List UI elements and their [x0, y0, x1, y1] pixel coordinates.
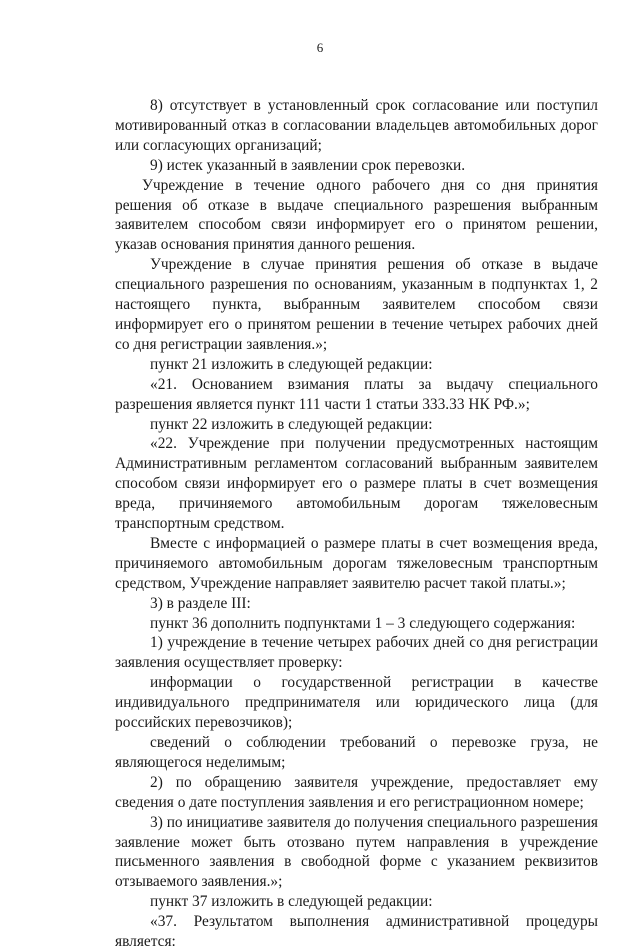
paragraph-refusal-grounds: Учреждение в случае принятия решения об отказе в выдаче специального разрешения по основаниям, указанным в подпунктах 1, 2 настоящего пункта, выбранным заявителем способом связи информирует его о принятом решении в течение четырех рабочих дней со дня регистрации заявления.»; [115, 256, 598, 353]
paragraph-subitem-36-2: 2) по обращению заявителя учреждение, предоставляет ему сведения о дате поступления заявления и его регистрационном номере; [115, 773, 598, 811]
paragraph-item-22-cont: Вместе с информацией о размере платы в счет возмещения вреда, причиняемого автомобильным дорогам тяжеловесным транспортным средством, Учреждение направляет заявителю расчет такой платы.»; [115, 534, 598, 592]
paragraph-item-21: «21. Основанием взимания платы за выдачу специального разрешения является пункт 111 части 1 статьи 333.33 НК РФ.»; [115, 375, 598, 413]
paragraph-subitem-9: 9) истек указанный в заявлении срок перевозки. [150, 156, 466, 174]
paragraph-amend-36: пункт 36 дополнить подпунктами 1 – 3 следующего содержания: [150, 614, 576, 632]
paragraph-subitem-8: 8) отсутствует в установленный срок согласование или поступил мотивированный отказ в согласовании владельцев автомобильных дорог или согласующих организаций; [115, 97, 598, 154]
paragraph-amend-21: пункт 21 изложить в следующей редакции: [150, 355, 433, 373]
paragraph-item-22: «22. Учреждение при получении предусмотренных настоящим Административным регламентом согласований выбранным заявителем способом связи информирует его о размере платы в счет возмещения вреда, причиняемого автомобильным дорогам тяжеловесным транспортным средством. [115, 435, 598, 533]
paragraph-subitem-36-3: 3) по инициативе заявителя до получения специального разрешения заявление может быть отозвано путем направления в учреждение письменного заявления в свободной форме с указанием реквизитов отзываемого заявления.»; [115, 813, 598, 891]
paragraph-check-registration: информации о государственной регистрации в качестве индивидуального предпринимателя или юридического лица (для российских перевозчиков); [115, 674, 598, 732]
paragraph-amend-22: пункт 22 изложить в следующей редакции: [150, 415, 433, 433]
paragraph-item-37: «37. Результатом выполнения административной процедуры является: [115, 913, 598, 951]
paragraph-section-3: 3) в разделе III: [150, 594, 251, 612]
paragraph-subitem-36-1: 1) учреждение в течение четырех рабочих дней со дня регистрации заявления осуществляет проверку: [115, 634, 598, 672]
document-body [115, 96, 598, 952]
paragraph-amend-37: пункт 37 изложить в следующей редакции: [150, 893, 433, 911]
paragraph-check-cargo: сведений о соблюдении требований о перевозке груза, не являющегося неделимым; [115, 734, 598, 771]
page-number: 6 [316, 40, 324, 55]
paragraph-refusal-notice: Учреждение в течение одного рабочего дня со дня принятия решения об отказе в выдаче специального разрешения выбранным заявителем способом связи информирует его о принятом решении, указав основания принятия данного решения. [115, 176, 598, 254]
